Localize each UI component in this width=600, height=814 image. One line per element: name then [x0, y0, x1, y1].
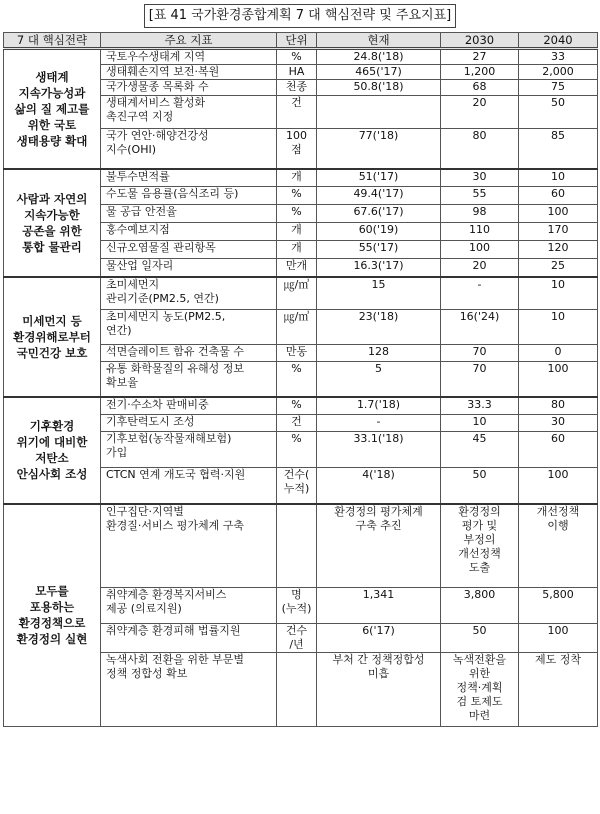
- current-cell: 15: [317, 277, 441, 310]
- indicator-cell: 석면슬레이트 함유 건축물 수: [101, 345, 277, 362]
- header-indicator: 주요 지표: [101, 33, 277, 49]
- table-row: [4, 397, 598, 415]
- y2030-cell: 55: [441, 187, 519, 205]
- header-strategy: 7 대 핵심전략: [4, 33, 101, 49]
- unit-cell: HA: [277, 65, 317, 80]
- y2030-cell: 20: [441, 259, 519, 277]
- y2030-cell: 70: [441, 362, 519, 397]
- unit-cell: ㎍/㎥: [277, 277, 317, 310]
- y2030-cell: 30: [441, 169, 519, 187]
- y2040-cell: 제도 정착: [519, 653, 598, 727]
- indicator-cell: 국가생물종 목록화 수: [101, 80, 277, 96]
- y2040-cell: 170: [519, 223, 598, 241]
- y2040-cell: 85: [519, 129, 598, 169]
- indicator-cell: 초미세먼지 농도(PM2.5, 연간): [101, 310, 277, 345]
- current-cell: 16.3('17): [317, 259, 441, 277]
- indicator-cell: 기후탄력도시 조성: [101, 415, 277, 432]
- header-unit: 단위: [277, 33, 317, 49]
- current-cell: 33.1('18): [317, 432, 441, 468]
- y2030-cell: 68: [441, 80, 519, 96]
- indicator-cell: 국토우수생태계 지역: [101, 49, 277, 65]
- unit-cell: 건수( 누적): [277, 468, 317, 504]
- current-cell: 23('18): [317, 310, 441, 345]
- y2030-cell: 70: [441, 345, 519, 362]
- indicator-cell: 취약계층 환경피해 법률지원: [101, 624, 277, 653]
- y2030-cell: 45: [441, 432, 519, 468]
- unit-cell: 건: [277, 96, 317, 129]
- current-cell: 128: [317, 345, 441, 362]
- unit-cell: 100 점: [277, 129, 317, 169]
- indicator-cell: 초미세먼지 관리기준(PM2.5, 연간): [101, 277, 277, 310]
- strategy-cell: 모두를 포용하는 환경정책으로 환경정의 실현: [4, 504, 101, 727]
- y2040-cell: 10: [519, 277, 598, 310]
- current-cell: [317, 96, 441, 129]
- strategy-cell: 기후환경 위기에 대비한 저탄소 안심사회 조성: [4, 397, 101, 504]
- current-cell: 77('18): [317, 129, 441, 169]
- y2040-cell: 25: [519, 259, 598, 277]
- indicator-cell: 생태계서비스 활성화 촉진구역 지정: [101, 96, 277, 129]
- header-2030: 2030: [441, 33, 519, 49]
- y2040-cell: 33: [519, 49, 598, 65]
- indicator-cell: 신규오염물질 관리항목: [101, 241, 277, 259]
- current-cell: 환경정의 평가체계 구축 추진: [317, 504, 441, 588]
- unit-cell: 개: [277, 241, 317, 259]
- y2030-cell: 50: [441, 624, 519, 653]
- y2030-cell: 3,800: [441, 588, 519, 624]
- indicator-cell: 인구집단·지역별 환경질·서비스 평가체계 구축: [101, 504, 277, 588]
- y2030-cell: 80: [441, 129, 519, 169]
- y2040-cell: 0: [519, 345, 598, 362]
- y2040-cell: 60: [519, 432, 598, 468]
- current-cell: -: [317, 415, 441, 432]
- unit-cell: 만동: [277, 345, 317, 362]
- y2040-cell: 10: [519, 310, 598, 345]
- indicator-cell: 취약계층 환경복지서비스 제공 (의료지원): [101, 588, 277, 624]
- y2030-cell: 27: [441, 49, 519, 65]
- unit-cell: 건: [277, 415, 317, 432]
- header-2040: 2040: [519, 33, 598, 49]
- current-cell: 1,341: [317, 588, 441, 624]
- current-cell: 6('17): [317, 624, 441, 653]
- current-cell: 49.4('17): [317, 187, 441, 205]
- y2030-cell: 98: [441, 205, 519, 223]
- y2040-cell: 2,000: [519, 65, 598, 80]
- strategy-cell: 사람과 자연의 지속가능한 공존을 위한 통합 물관리: [4, 169, 101, 277]
- caption-text: [표 41 국가환경종합계획 7 대 핵심전략 및 주요지표]: [144, 4, 457, 28]
- y2030-cell: 10: [441, 415, 519, 432]
- unit-cell: ㎍/㎥: [277, 310, 317, 345]
- table-row: [4, 49, 598, 65]
- y2030-cell: 1,200: [441, 65, 519, 80]
- y2030-cell: 110: [441, 223, 519, 241]
- unit-cell: %: [277, 362, 317, 397]
- indicator-cell: 불투수면적률: [101, 169, 277, 187]
- strategy-table: [3, 32, 598, 727]
- y2040-cell: 개선정책 이행: [519, 504, 598, 588]
- unit-cell: 만개: [277, 259, 317, 277]
- current-cell: 465('17): [317, 65, 441, 80]
- header-row: [4, 33, 598, 49]
- current-cell: 55('17): [317, 241, 441, 259]
- y2040-cell: 100: [519, 205, 598, 223]
- y2030-cell: 녹색전환을 위한 정책·계획 검 토제도 마련: [441, 653, 519, 727]
- y2030-cell: 16('24): [441, 310, 519, 345]
- table-caption: [0, 4, 600, 28]
- unit-cell: 개: [277, 169, 317, 187]
- indicator-cell: 국가 연안·해양건강성 지수(OHI): [101, 129, 277, 169]
- current-cell: 부처 간 정책정합성 미흡: [317, 653, 441, 727]
- table-row: [4, 504, 598, 588]
- y2030-cell: 100: [441, 241, 519, 259]
- unit-cell: %: [277, 205, 317, 223]
- indicator-cell: 전기·수소차 판매비중: [101, 397, 277, 415]
- unit-cell: 명 (누적): [277, 588, 317, 624]
- y2030-cell: -: [441, 277, 519, 310]
- header-current: 현재: [317, 33, 441, 49]
- indicator-cell: 수도물 음용률(음식조리 등): [101, 187, 277, 205]
- y2040-cell: 30: [519, 415, 598, 432]
- indicator-cell: 물산업 일자리: [101, 259, 277, 277]
- y2040-cell: 100: [519, 624, 598, 653]
- table-row: [4, 169, 598, 187]
- indicator-cell: 물 공급 안전율: [101, 205, 277, 223]
- unit-cell: [277, 653, 317, 727]
- strategy-cell: 미세먼지 등 환경위해로부터 국민건강 보호: [4, 277, 101, 397]
- indicator-cell: 생태훼손지역 보전·복원: [101, 65, 277, 80]
- indicator-cell: CTCN 연계 개도국 협력·지원: [101, 468, 277, 504]
- unit-cell: [277, 504, 317, 588]
- indicator-cell: 녹색사회 전환을 위한 부문별 정책 정합성 확보: [101, 653, 277, 727]
- current-cell: 4('18): [317, 468, 441, 504]
- y2030-cell: 50: [441, 468, 519, 504]
- unit-cell: 천종: [277, 80, 317, 96]
- current-cell: 50.8('18): [317, 80, 441, 96]
- unit-cell: %: [277, 397, 317, 415]
- current-cell: 67.6('17): [317, 205, 441, 223]
- y2040-cell: 100: [519, 468, 598, 504]
- current-cell: 1.7('18): [317, 397, 441, 415]
- unit-cell: %: [277, 187, 317, 205]
- indicator-cell: 유통 화학물질의 유해성 정보 확보율: [101, 362, 277, 397]
- y2040-cell: 80: [519, 397, 598, 415]
- current-cell: 24.8('18): [317, 49, 441, 65]
- current-cell: 5: [317, 362, 441, 397]
- current-cell: 60('19): [317, 223, 441, 241]
- y2040-cell: 5,800: [519, 588, 598, 624]
- unit-cell: 개: [277, 223, 317, 241]
- unit-cell: %: [277, 49, 317, 65]
- y2040-cell: 60: [519, 187, 598, 205]
- unit-cell: %: [277, 432, 317, 468]
- y2030-cell: 33.3: [441, 397, 519, 415]
- strategy-cell: 생태계 지속가능성과 삶의 질 제고를 위한 국토 생태용량 확대: [4, 49, 101, 169]
- y2040-cell: 120: [519, 241, 598, 259]
- y2030-cell: 환경정의 평가 및 부정의 개선정책 도출: [441, 504, 519, 588]
- indicator-cell: 기후보험(농작물재해보험) 가입: [101, 432, 277, 468]
- indicator-cell: 홍수예보지점: [101, 223, 277, 241]
- y2030-cell: 20: [441, 96, 519, 129]
- unit-cell: 건수 /년: [277, 624, 317, 653]
- y2040-cell: 75: [519, 80, 598, 96]
- y2040-cell: 10: [519, 169, 598, 187]
- table-row: [4, 277, 598, 310]
- current-cell: 51('17): [317, 169, 441, 187]
- y2040-cell: 50: [519, 96, 598, 129]
- y2040-cell: 100: [519, 362, 598, 397]
